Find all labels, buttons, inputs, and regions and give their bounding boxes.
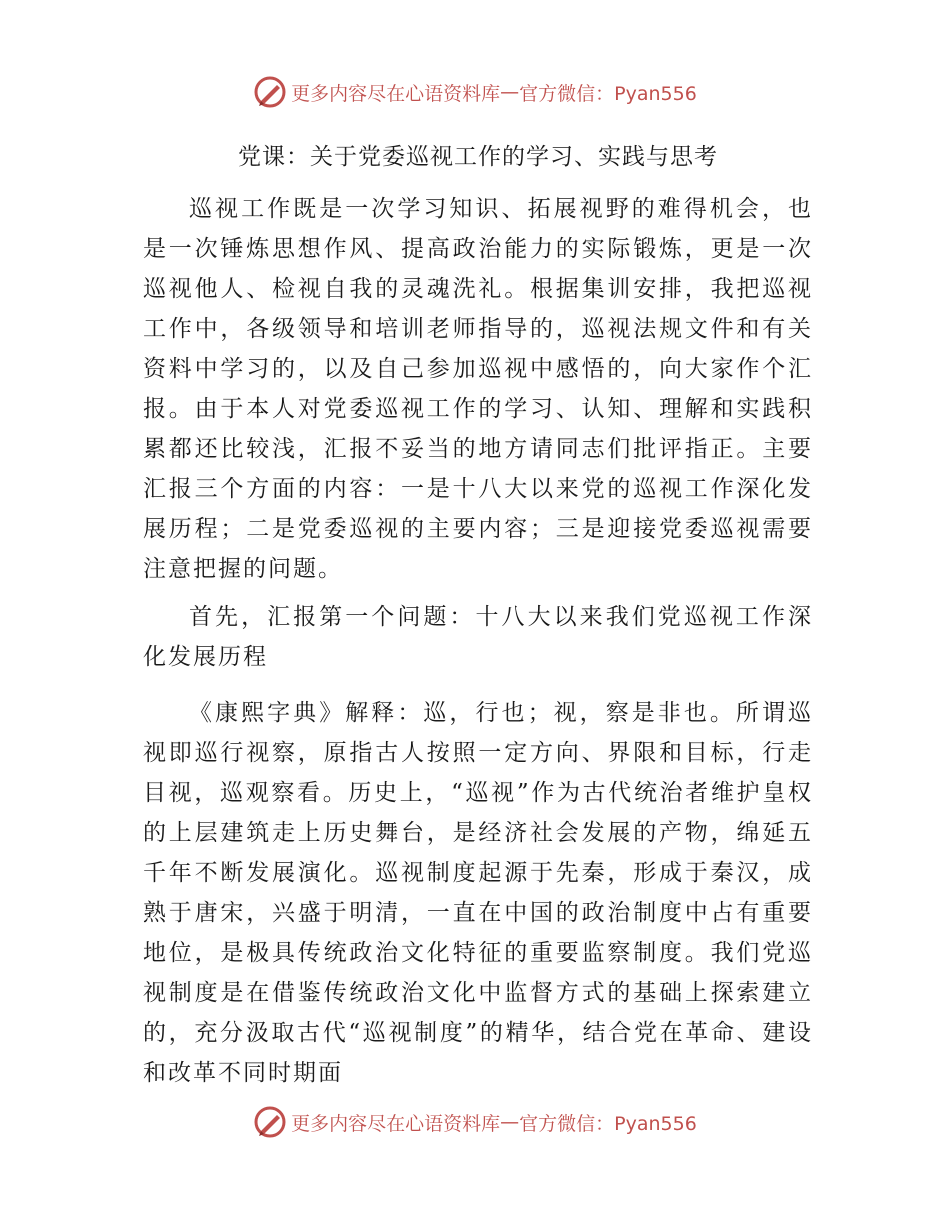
paragraph: 《康熙字典》解释：巡，行也；视，察是非也。所谓巡视即巡行视察，原指古人按照一定方向、界限和目标，行走目视，巡观察看。历史上，“巡视”作为古代统治者维护皇权的上层建筑走上历史舞台，是经济社会发展的产物，绵延五千年不断发展演化。巡视制度起源于先秦，形成于秦汉，成熟于唐宋，兴盛于明清，一直在中国的政治制度中占有重要地位，是极具传统政治文化特征的重要监察制度。我们党巡视制度是在借鉴传统政治文化中监督方式的基础上探索建立的，充分汲取古代“巡视制度”的精华，结合党在革命、建设和改革不同时期面 bbox=[143, 700, 813, 1086]
banner-text: 更多内容尽在心语资料库 bbox=[291, 1112, 501, 1135]
banner-wechat: 官方微信：Pyan556 bbox=[519, 1112, 697, 1135]
paragraph: 巡视工作既是一次学习知识、拓展视野的难得机会，也是一次锤炼思想作风、提高政治能力的实际锻炼，更是一次巡视他人、检视自我的灵魂洗礼。根据集训安排，我把巡视工作中，各级领导和培训老师指导的，巡视法规文件和有关资料中学习的，以及自己参加巡视中感悟的，向大家作个汇报。由于本人对党委巡视工作的学习、认知、理解和实践积累都还比较浅，汇报不妥当的地方请同志们批评指正。主要汇报三个方面的内容：一是十八大以来党的巡视工作深化发展历程；二是党委巡视的主要内容；三是迎接党委巡视需要注意把握的问题。 bbox=[143, 196, 813, 582]
paragraph: 首先，汇报第一个问题：十八大以来我们党巡视工作深化发展历程 bbox=[143, 604, 813, 670]
banner-wechat: 官方微信：Pyan556 bbox=[519, 82, 697, 105]
document-body bbox=[143, 137, 813, 1101]
page-title: 党课：关于党委巡视工作的学习、实践与思考 bbox=[238, 144, 718, 170]
pen-logo-icon bbox=[253, 1105, 287, 1139]
pen-logo-icon bbox=[253, 75, 287, 109]
banner-text: 更多内容尽在心语资料库 bbox=[291, 82, 501, 105]
footer-banner bbox=[0, 1102, 950, 1142]
banner-separator: — bbox=[500, 1111, 520, 1133]
banner-separator: — bbox=[500, 81, 520, 103]
header-banner bbox=[0, 72, 950, 112]
